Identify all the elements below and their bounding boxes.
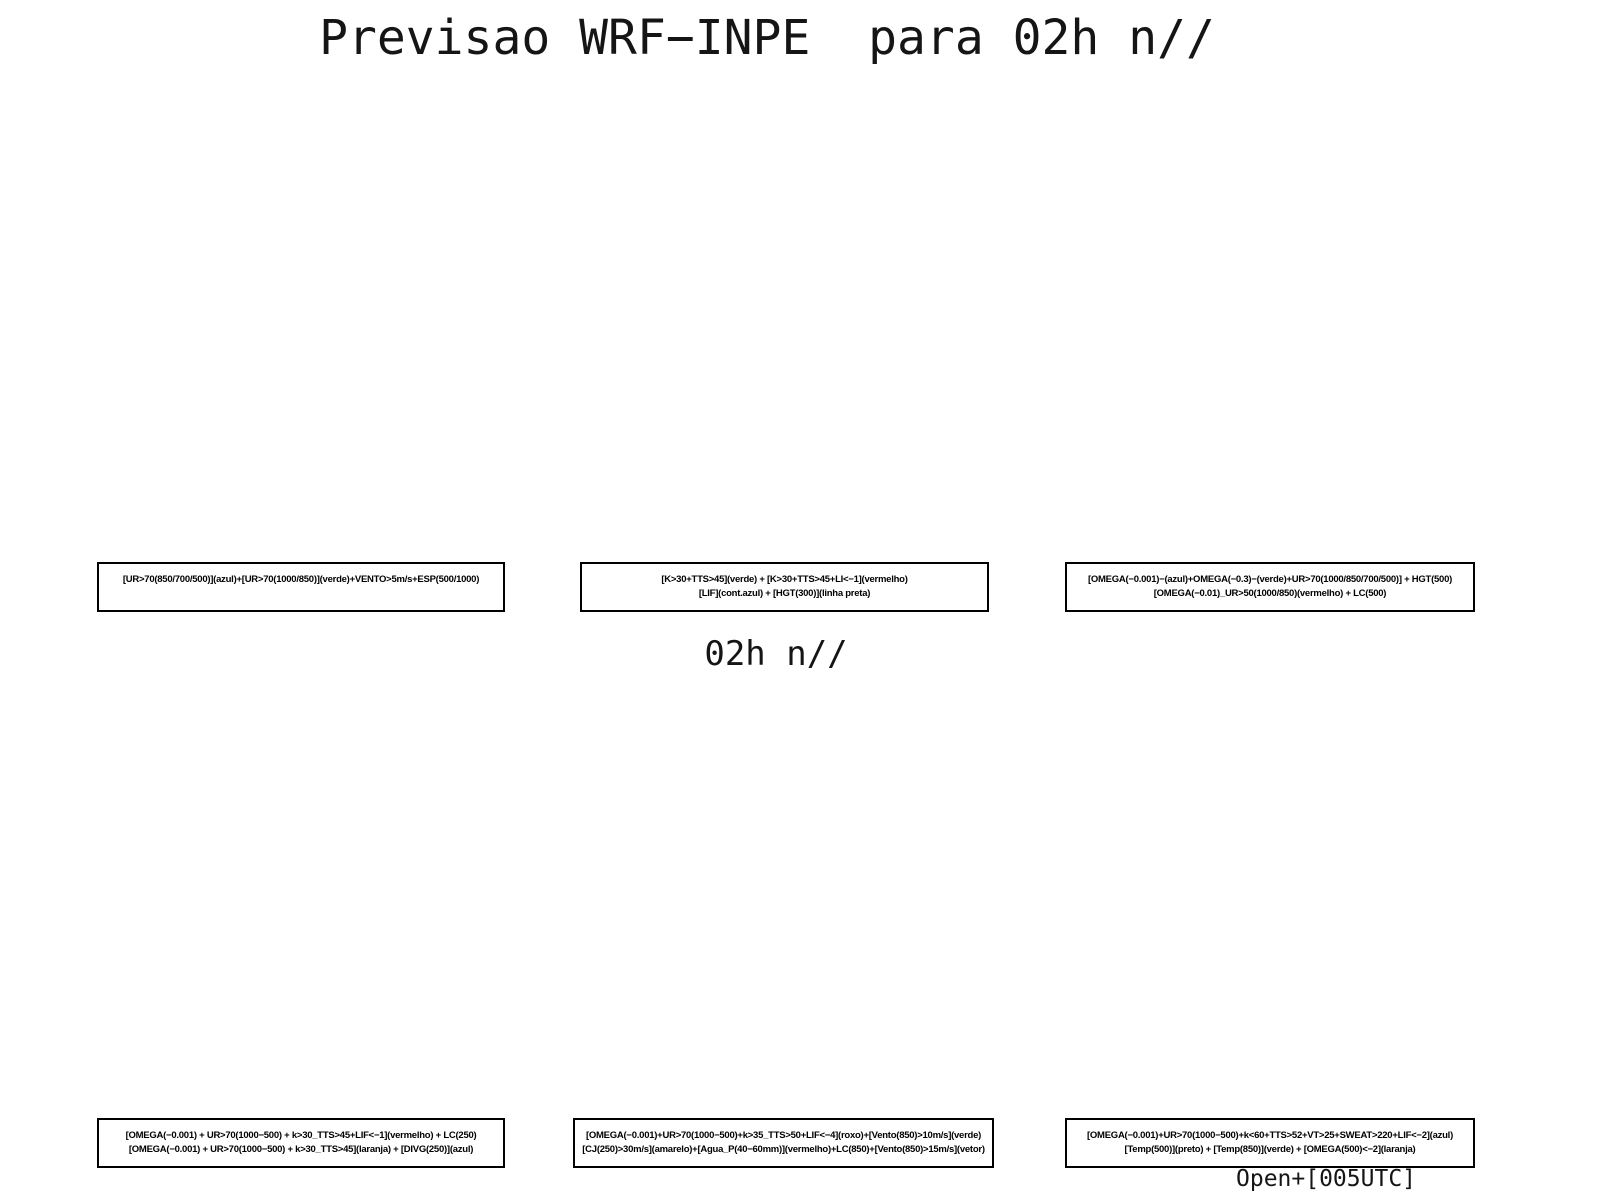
legend-box-top-right xyxy=(1065,562,1475,612)
legend-line: [OMEGA(−0.001) + UR>70(1000−500) + k>30_TTS>45](laranja) + [DIVG(250)](azul) xyxy=(128,1144,474,1155)
legend-line: [K>30+TTS>45](verde) + [K>30+TTS>45+LI<−1](vermelho) xyxy=(661,574,908,585)
legend-line: [OMEGA(−0.001)+UR>70(1000−500)+k<60+TTS>52+VT>25+SWEAT>220+LIF<−2](azul) xyxy=(1087,1130,1453,1141)
legend-box-bottom-left xyxy=(97,1118,505,1168)
center-time-label: 02h n// xyxy=(704,634,848,674)
legend-box-bottom-right xyxy=(1065,1118,1475,1168)
legend-line: [LIF](cont.azul) + [HGT(300)](linha preta) xyxy=(698,588,871,599)
legend-box-top-center xyxy=(580,562,989,612)
page-title: Previsao WRF−INPE para 02h n// xyxy=(319,10,1215,66)
legend-box-bottom-center xyxy=(573,1118,994,1168)
legend-line: [OMEGA(−0.001)−(azul)+OMEGA(−0.3)−(verde)+UR>70(1000/850/700/500)] + HGT(500) xyxy=(1087,574,1453,585)
legend-line: [UR>70(850/700/500)](azul)+[UR>70(1000/850)](verde)+VENTO>5m/s+ESP(500/1000) xyxy=(122,574,480,585)
legend-line: [OMEGA(−0.01)_UR>50(1000/850)(vermelho) + LC(500) xyxy=(1153,588,1387,599)
legend-box-top-left xyxy=(97,562,505,612)
legend-line: [OMEGA(−0.001) + UR>70(1000−500) + k>30_TTS>45+LIF<−1](vermelho) + LC(250) xyxy=(125,1130,477,1141)
legend-line: [OMEGA(−0.001)+UR>70(1000−500)+k>35_TTS>50+LIF<−4](roxo)+[Vento(850)>10m/s](verde) xyxy=(585,1130,982,1141)
legend-line: [Temp(500)](preto) + [Temp(850)](verde) + [OMEGA(500)<−2](laranja) xyxy=(1124,1144,1416,1155)
footer-open-label: Open+[005UTC] xyxy=(1236,1166,1417,1192)
legend-line: [CJ(250)>30m/s](amarelo)+[Agua_P(40−60mm)](vermelho)+LC(850)+[Vento(850)>15m/s](vetor) xyxy=(582,1144,985,1155)
